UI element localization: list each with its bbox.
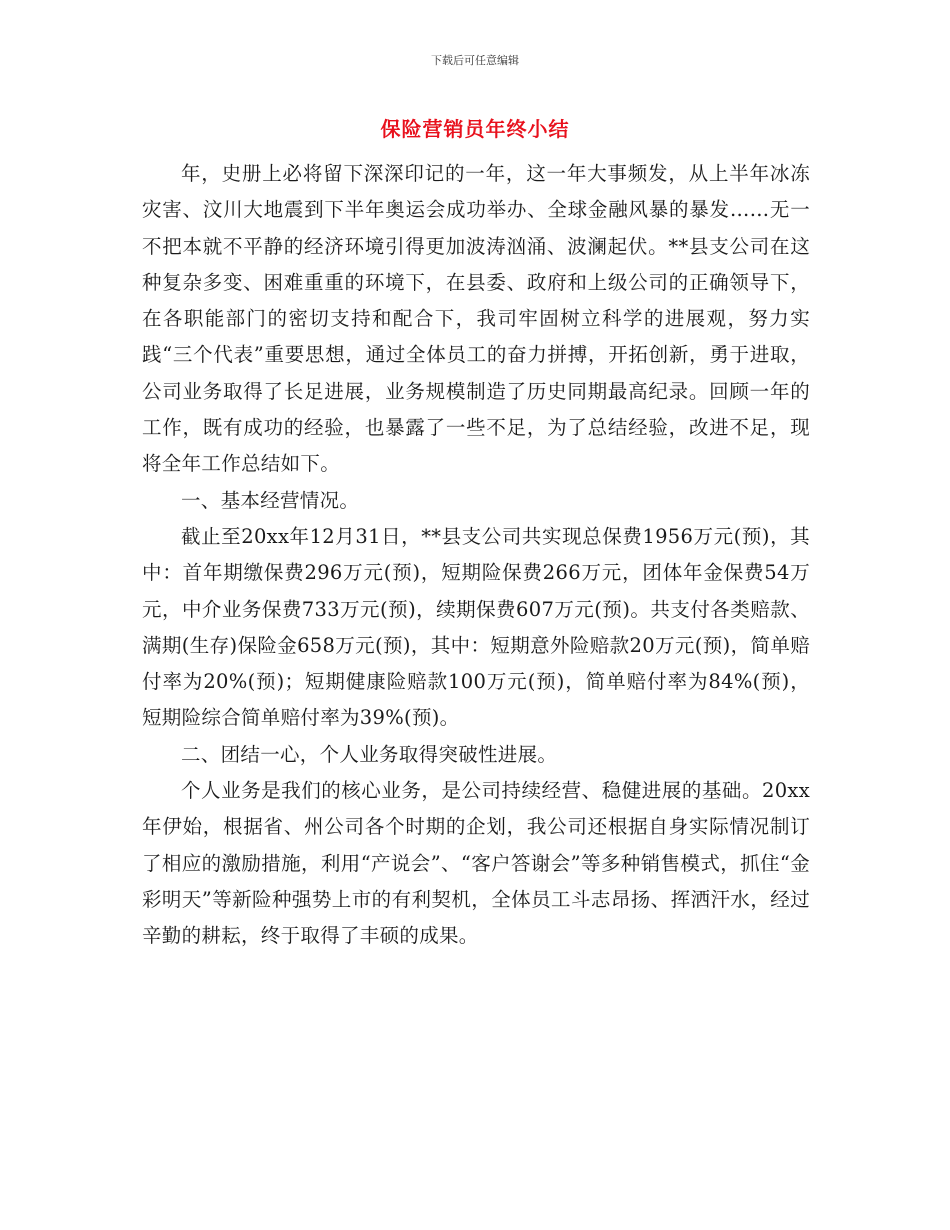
section-heading-basic-operations: 一、基本经营情况。 xyxy=(181,488,360,512)
document-body xyxy=(142,156,810,955)
section-heading-personal-business: 二、团结一心，个人业务取得突破性进展。 xyxy=(181,742,558,766)
document-title: 保险营销员年终小结 xyxy=(380,117,570,141)
paragraph-operations-figures: 截止至20xx年12月31日，**县支公司共实现总保费1956万元(预)，其中：首年期缴保费296万元(预)，短期险保费266万元，团体年金保费54万元，中介业务保费733万元(预)，续期保费607万元(预)。共支付各类赔款、满期(生存)保险金658万元(预)，其中：短期意外险赔款20万元(预)，简单赔付率为20%(预)；短期健康险赔款100万元(预)，简单赔付率为84%(预)，短期险综合简单赔付率为39%(预)。 xyxy=(142,524,810,730)
paragraph-intro: 年，史册上必将留下深深印记的一年，这一年大事频发，从上半年冰冻灾害、汶川大地震到下半年奥运会成功举办、全球金融风暴的暴发……无一不把本就不平静的经济环境引得更加波涛汹涌、波澜起伏。**县支公司在这种复杂多变、困难重重的环境下，在县委、政府和上级公司的正确领导下，在各职能部门的密切支持和配合下，我司牢固树立科学的进展观，努力实践“三个代表”重要思想，通过全体员工的奋力拼搏，开拓创新，勇于进取，公司业务取得了长足进展，业务规模制造了历史同期最高纪录。回顾一年的工作，既有成功的经验，也暴露了一些不足，为了总结经验，改进不足，现将全年工作总结如下。 xyxy=(142,162,810,476)
page-header-note: 下载后可任意编辑 xyxy=(431,54,519,67)
paragraph-personal-business: 个人业务是我们的核心业务，是公司持续经营、稳健进展的基础。20xx年伊始，根据省、州公司各个时期的企划，我公司还根据自身实际情况制订了相应的激励措施，利用“产说会”、“客户答谢会”等多种销售模式，抓住“金彩明天”等新险种强势上市的有利契机，全体员工斗志昂扬、挥洒汗水，经过辛勤的耕耘，终于取得了丰硕的成果。 xyxy=(142,779,810,948)
